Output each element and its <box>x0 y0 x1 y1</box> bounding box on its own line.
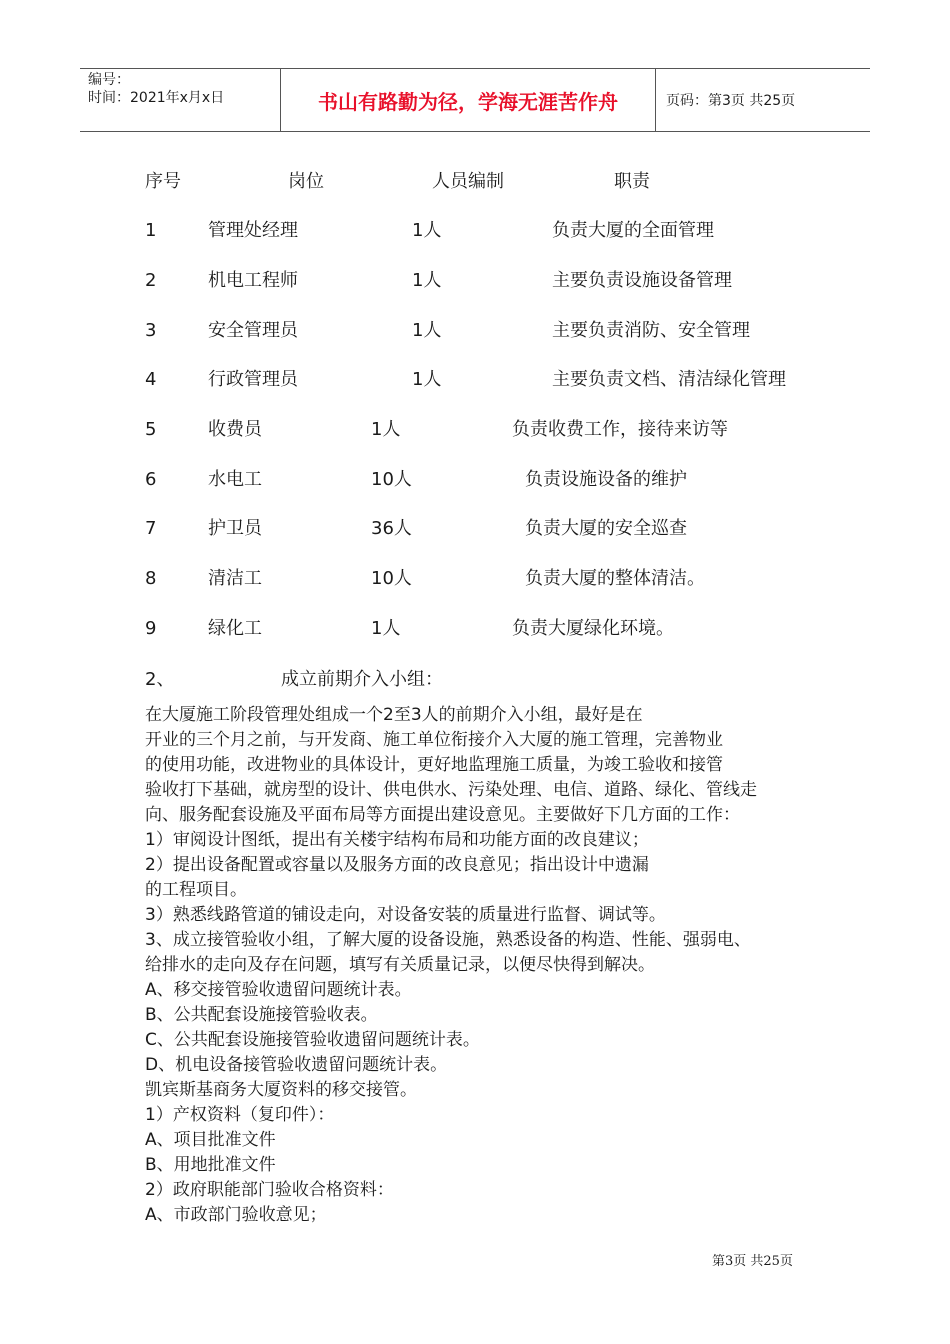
row-post: 机电工程师 <box>208 270 298 291</box>
row-duty: 负责大厦绿化环境。 <box>512 618 674 639</box>
row-number: 7 <box>145 518 157 539</box>
header-left-cell <box>80 69 281 131</box>
column-header-post: 岗位 <box>288 171 324 192</box>
column-header-duty: 职责 <box>614 171 650 192</box>
row-post: 管理处经理 <box>208 220 298 241</box>
document-number-label: 编号： <box>88 72 130 88</box>
row-staff: 1人 <box>371 419 401 440</box>
row-post: 护卫员 <box>208 518 262 539</box>
row-duty: 负责设施设备的维护 <box>525 469 687 490</box>
body-line: D、机电设备接管验收遗留问题统计表。 <box>145 1055 448 1075</box>
row-duty: 主要负责消防、安全管理 <box>552 320 750 341</box>
body-line: 3）熟悉线路管道的铺设走向，对设备安装的质量进行监督、调试等。 <box>145 905 666 925</box>
body-line: C、公共配套设施接管验收遗留问题统计表。 <box>145 1030 480 1050</box>
row-staff: 1人 <box>412 320 442 341</box>
body-line: 的工程项目。 <box>145 880 247 900</box>
body-line: 在大厦施工阶段管理处组成一个2至3人的前期介入小组，最好是在 <box>145 705 643 725</box>
row-number: 4 <box>145 369 157 390</box>
row-post: 收费员 <box>208 419 262 440</box>
row-number: 9 <box>145 618 157 639</box>
header-motto: 书山有路勤为径，学海无涯苦作舟 <box>281 69 656 131</box>
row-duty: 负责大厦的全面管理 <box>552 220 714 241</box>
body-line: 2）提出设备配置或容量以及服务方面的改良意见；指出设计中遗漏 <box>145 855 649 875</box>
page-footer: 第3页 共25页 <box>712 1254 793 1269</box>
body-line: A、市政部门验收意见； <box>145 1205 327 1225</box>
row-post: 清洁工 <box>208 568 262 589</box>
body-line: 给排水的走向及存在问题，填写有关质量记录，以便尽快得到解决。 <box>145 955 655 975</box>
page-header <box>80 68 870 132</box>
row-staff: 10人 <box>371 469 412 490</box>
row-number: 5 <box>145 419 157 440</box>
row-duty: 主要负责设施设备管理 <box>552 270 732 291</box>
row-post: 绿化工 <box>208 618 262 639</box>
body-line: B、公共配套设施接管验收表。 <box>145 1005 378 1025</box>
row-staff: 1人 <box>412 220 442 241</box>
row-staff: 1人 <box>412 369 442 390</box>
body-line: 1）审阅设计图纸，提出有关楼宇结构布局和功能方面的改良建议； <box>145 830 649 850</box>
row-duty: 负责收费工作，接待来访等 <box>512 419 728 440</box>
row-number: 6 <box>145 469 157 490</box>
row-post: 水电工 <box>208 469 262 490</box>
row-staff: 36人 <box>371 518 412 539</box>
body-line: A、移交接管验收遗留问题统计表。 <box>145 980 412 1000</box>
row-duty: 负责大厦的整体清洁。 <box>525 568 705 589</box>
row-staff: 1人 <box>412 270 442 291</box>
row-post: 安全管理员 <box>208 320 298 341</box>
body-line: 的使用功能，改进物业的具体设计，更好地监理施工质量，为竣工验收和接管 <box>145 755 723 775</box>
column-header-no: 序号 <box>145 171 181 192</box>
column-header-staff: 人员编制 <box>432 171 504 192</box>
row-staff: 1人 <box>371 618 401 639</box>
row-duty: 主要负责文档、清洁绿化管理 <box>552 369 786 390</box>
body-line: 向、服务配套设施及平面布局等方面提出建设意见。主要做好下几方面的工作： <box>145 805 740 825</box>
body-line: 凯宾斯基商务大厦资料的移交接管。 <box>145 1080 417 1100</box>
document-date-label: 时间：2021年x月x日 <box>88 90 225 106</box>
section-number: 2、 <box>145 669 175 690</box>
row-number: 1 <box>145 220 157 241</box>
row-number: 3 <box>145 320 157 341</box>
row-number: 2 <box>145 270 157 291</box>
row-duty: 负责大厦的安全巡查 <box>525 518 687 539</box>
body-line: 开业的三个月之前，与开发商、施工单位衔接介入大厦的施工管理，完善物业 <box>145 730 723 750</box>
body-line: 1）产权资料（复印件）： <box>145 1105 335 1125</box>
body-line: 验收打下基础，就房型的设计、供电供水、污染处理、电信、道路、绿化、管线走 <box>145 780 757 800</box>
row-post: 行政管理员 <box>208 369 298 390</box>
body-line: 2）政府职能部门验收合格资料： <box>145 1180 394 1200</box>
body-line: B、用地批准文件 <box>145 1155 276 1175</box>
body-line: A、项目批准文件 <box>145 1130 276 1150</box>
section-title: 成立前期介入小组： <box>281 669 443 690</box>
header-page-label: 页码：第3页 共25页 <box>666 93 796 109</box>
body-line: 3、成立接管验收小组，了解大厦的设备设施，熟悉设备的构造、性能、强弱电、 <box>145 930 751 950</box>
row-number: 8 <box>145 568 157 589</box>
row-staff: 10人 <box>371 568 412 589</box>
